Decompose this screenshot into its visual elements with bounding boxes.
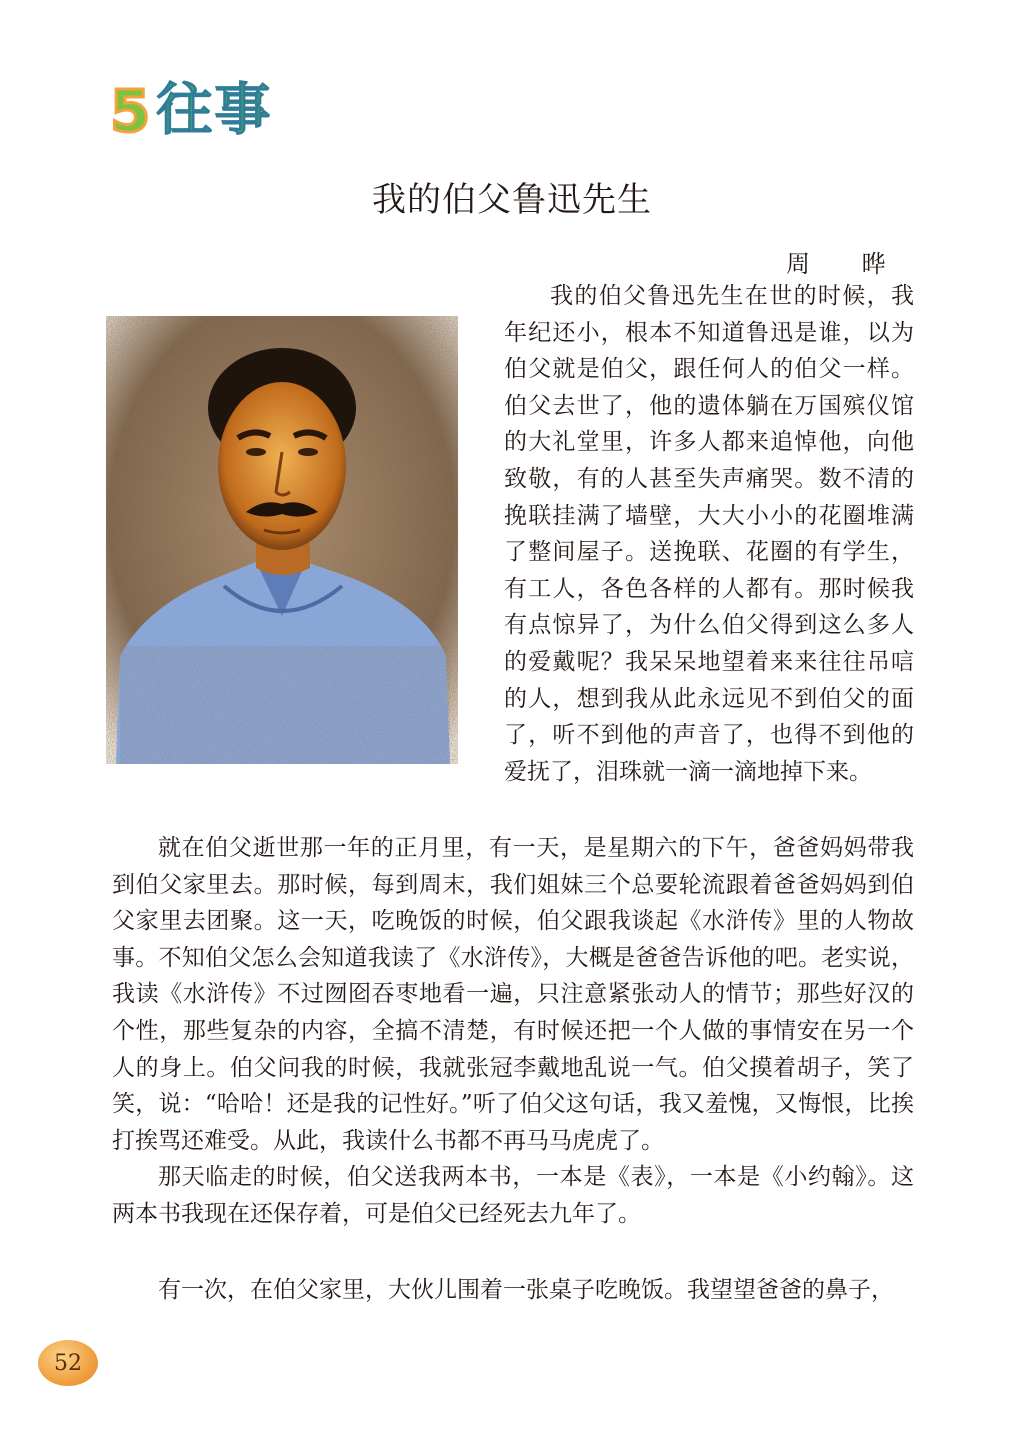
intro-paragraph: 我的伯父鲁迅先生在世的时候，我年纪还小，根本不知道鲁迅是谁，以为伯父就是伯父，跟任何人的伯父一样。伯父去世了，他的遗体躺在万国殡仪馆的大礼堂里，许多人都来追悼他，向他致敬，有的人甚至失声痛哭。数不清的挽联挂满了墙壁，大大小小的花圈堆满了整间屋子。送挽联、花圈的有学生，有工人，各色各样的人都有。那时候我有点惊异了，为什么伯父得到这么多人的爱戴呢？我呆呆地望着来来往往吊唁的人，想到我从此永远见不到伯父的面了，听不到他的声音了，也得不到他的爱抚了，泪珠就一滴一滴地掉下来。 — [504, 283, 914, 785]
page-number-badge — [38, 1340, 98, 1386]
unit-header — [110, 77, 273, 145]
paragraph-4: 有一次，在伯父家里，大伙儿围着一张桌子吃晚饭。我望望爸爸的鼻子， — [158, 1277, 894, 1303]
body-block-2 — [112, 1272, 914, 1309]
article-author: 周 晔 — [786, 250, 908, 278]
portrait-image — [106, 316, 458, 764]
article-title: 我的伯父鲁迅先生 — [372, 180, 652, 220]
intro-paragraph-block — [504, 278, 914, 790]
unit-number: 5 — [110, 77, 149, 145]
body-block-1 — [112, 830, 914, 1233]
paragraph-2: 就在伯父逝世那一年的正月里，有一天，是星期六的下午，爸爸妈妈带我到伯父家里去。那时候，每到周末，我们姐妹三个总要轮流跟着爸爸妈妈到伯父家里去团聚。这一天，吃晚饭的时候，伯父跟我谈起《水浒传》里的人物故事。不知伯父怎么会知道我读了《水浒传》，大概是爸爸告诉他的吧。老实说，我读《水浒传》不过囫囵吞枣地看一遍，只注意紧张动人的情节；那些好汉的个性，那些复杂的内容，全搞不清楚，有时候还把一个人做的事情安在另一个人的身上。伯父问我的时候，我就张冠李戴地乱说一气。伯父摸着胡子，笑了笑，说：“哈哈！还是我的记性好。”听了伯父这句话，我又羞愧，又悔恨，比挨打挨骂还难受。从此，我读什么书都不再马马虎虎了。 — [112, 835, 914, 1154]
paragraph-3: 那天临走的时候，伯父送我两本书，一本是《表》，一本是《小约翰》。这两本书我现在还保存着，可是伯父已经死去九年了。 — [112, 1164, 914, 1227]
unit-title: 往事 — [156, 78, 273, 143]
page-number: 52 — [54, 1350, 82, 1376]
